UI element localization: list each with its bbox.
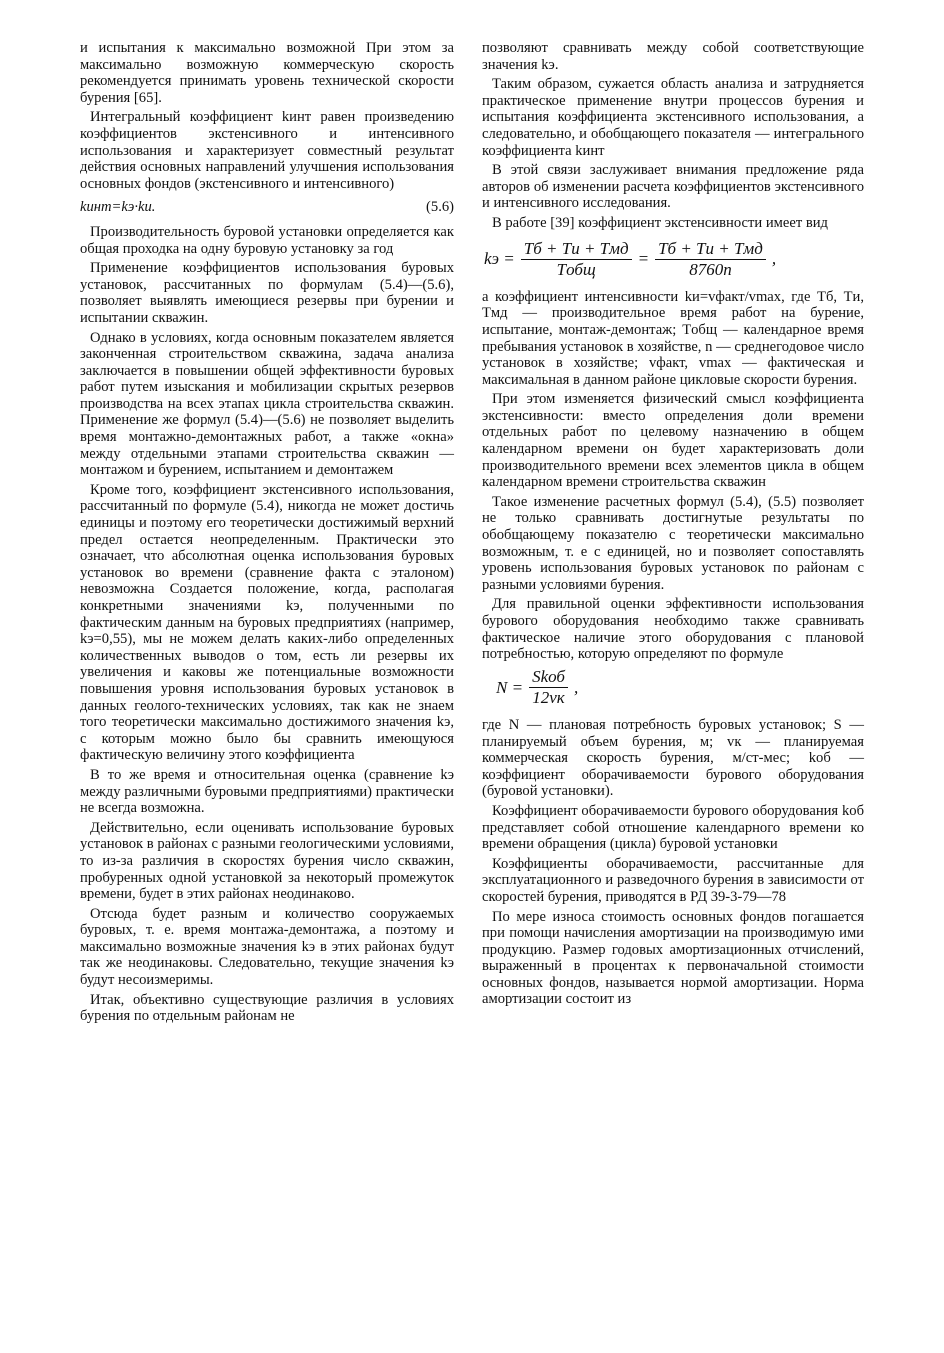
- paragraph: Производительность буровой установки определяется как общая проходка на одну буровую установку за год: [80, 223, 454, 257]
- paragraph: Коэффициенты оборачиваемости, рассчитанные для эксплуатационного и разведочного бурения в зависимости от скоростей бурения, приводятся в РД 39-3-79—78: [482, 855, 864, 905]
- paragraph: позволяют сравнивать между собой соответствующие значения kэ.: [482, 40, 864, 73]
- formula-5-6: [80, 199, 454, 216]
- formula-equipment-need: [496, 666, 864, 708]
- paragraph: В работе [39] коэффициент экстенсивности имеет вид: [492, 214, 828, 231]
- paragraph: Для правильной оценки эффективности использования бурового оборудования необходимо также сравнивать фактическое наличие этого оборудования с плановой потребностью, которую определяют по формуле: [482, 596, 864, 663]
- fraction-numerator: Tб + Tи + Tмд: [521, 241, 632, 261]
- paragraph: Коэффициент оборачиваемости бурового оборудования kоб представляет собой отношение календарного времени ко времени обращения (цикла) буровой установки: [482, 802, 864, 853]
- paragraph: Итак, объективно существующие различия в условиях бурения по отдельным районам не: [80, 991, 454, 1025]
- paragraph: По мере износа стоимость основных фондов погашается при помощи начисления амортизации на производимую ими продукцию. Размер годовых амортизационных отчислений, выраженный в процентах к первоначальной стоимости основных фондов, называется нормой амортизации. Норма амортизации состоит из: [482, 908, 864, 1008]
- fraction: [529, 666, 568, 708]
- paragraph: а коэффициент интенсивности kи=vфакт/vmax, где Tб, Tи, Tмд — производительное время работ на бурение, испытание, монтаж-демонтаж; Tобщ — календарное время пребывания установок в хозяйстве, n — среднегодовое число установок в хозяйстве; vфакт, vmax — фактическая и максимальная в данном районе цикловые скорости бурения.: [482, 288, 864, 388]
- paragraph: и испытания к максимально возможной При этом за максимально возможную коммерческую скорость рекомендуется принимать уровень технической скорости бурения [65].: [80, 40, 454, 106]
- paragraph: При этом изменяется физический смысл коэффициента экстенсивности: вместо определения доли времени отдельных работ по целевому назначению в общем календарном времени он будет характеризовать доли производительного времени всех элементов цикла в общем календарном времени строительства скважин: [482, 391, 864, 491]
- fraction-numerator: Tб + Tи + Tмд: [655, 241, 766, 261]
- fraction-numerator: Skоб: [529, 669, 568, 689]
- fraction: [521, 238, 632, 280]
- formula-end: ,: [771, 249, 777, 269]
- formula-lhs: kэ =: [484, 249, 515, 269]
- formula-expression: kинт=kэ·kи.: [80, 199, 156, 216]
- paragraph: В то же время и относительная оценка (сравнение kэ между различными буровыми предприятиями) практически не всегда возможна.: [80, 766, 454, 817]
- formula-lhs: N =: [496, 677, 524, 697]
- paragraph: где N — плановая потребность буровых установок; S — планируемый объем бурения, м; vк — планируемая коммерческая скорость бурения, м/ст-мес; kоб — коэффициент оборачиваемости бурового оборудования (буровой установки).: [482, 716, 864, 800]
- formula-end: ,: [573, 677, 579, 697]
- fraction-denominator: Tобщ: [556, 260, 596, 280]
- right-column: [482, 40, 864, 1011]
- paragraph: Таким образом, сужается область анализа и затрудняется практическое применение внутри процессов бурения и испытания коэффициента экстенсивного использования, а следовательно, и обобщающего показателя — интегрального коэффициента kинт: [482, 76, 864, 159]
- fraction: [655, 238, 766, 280]
- paragraph: Кроме того, коэффициент экстенсивного использования, рассчитанный по формуле (5.4), никогда не может достичь единицы и поэтому его теоретически достижимый верхний предел остается неопределенным. Практически это означает, что абсолютная оценка использования буровых установок во времени (сравнение факта с эталоном) невозможна Создается положение, когда, располагая конкретными значениями kэ, полученными по фактическим данным на буровых предприятиях (например, kэ=0,55), мы не можем делать каких-либо определенных количественных выводов о том, есть ли резервы их увеличения и каковы же потенциальные возможности повышения уровня использования буровых установок в данных геолого-технических условиях, так как не знаем того теоретически максимально достижимого значения kэ, с которым можно было бы сравнить имеющуюся фактическую величину этого коэффициента: [80, 481, 454, 764]
- paragraph: Отсюда будет разным и количество сооружаемых буровых, т. е. время монтажа-демонтажа, а поэтому и максимально возможные значения kэ в этих районах будут так же неодинаковы. Следовательно, текущие значения kэ будут несоизмеримы.: [80, 905, 454, 989]
- equals-sign: =: [637, 249, 650, 269]
- paragraph: Однако в условиях, когда основным показателем является законченная строительством скважина, задача анализа заключается в повышении общей эффективности буровых работ путем изыскания и мобилизации скрытых резервов производства на всех этапах цикла строительства скважин. Применение же формул (5.4)—(5.6) не позволяет выделить время монтажно-демонтажных работ, а также «окна» между отдельными этапами строительства скважин — монтажом и бурением, испытанием и демонтажем: [80, 329, 454, 479]
- fraction-denominator: 12vк: [532, 688, 565, 708]
- paragraph: Действительно, если оценивать использование буровых установок в районах с разными геологическими условиями, то из-за различия в скоростях бурения число скважин, пробуренных одной установкой за некоторый промежуток времени, будет в этих районах неодинаково.: [80, 819, 454, 903]
- paragraph: Такое изменение расчетных формул (5.4), (5.5) позволяет не только сравнивать достигнутые результаты по обобщающему показателю с теоретически максимально возможным, т. е с единицей, но и позволяет сопоставлять уровень использования буровых установок по районам с разными условиями бурения.: [482, 493, 864, 593]
- formula-number: (5.6): [426, 199, 454, 216]
- left-column: [80, 40, 454, 1028]
- formula-extensivity: [484, 238, 864, 280]
- paragraph: В этой связи заслуживает внимания предложение ряда авторов об изменении расчета коэффициентов экстенсивного и интенсивного исследования.: [482, 162, 864, 212]
- paragraph: Интегральный коэффициент kинт равен произведению коэффициентов экстенсивного и интенсивного использования и характеризует совместный результат действия основных направлений улучшения использования основных фондов (экстенсивного и интенсивного): [80, 109, 454, 192]
- paragraph: Применение коэффициентов использования буровых установок, рассчитанных по формулам (5.4)—(5.6), позволяет выявлять имеющиеся резервы при бурении и испытании скважин.: [80, 260, 454, 326]
- fraction-denominator: 8760n: [689, 260, 732, 280]
